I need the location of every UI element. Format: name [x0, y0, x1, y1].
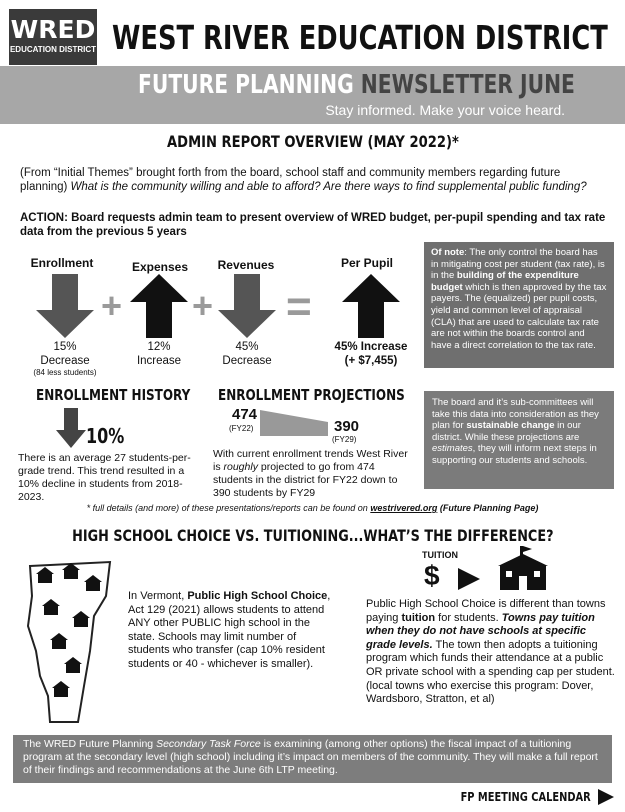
district-logo [9, 9, 97, 65]
plus-sign-2: + [192, 285, 214, 326]
intro-plain: (From “Initial Themes” brought forth from the board, school staff and community members regarding future planning) [20, 167, 561, 193]
projection-end-value: 390 [334, 418, 360, 435]
metric-desc: Decrease [40, 355, 90, 367]
footnote [0, 503, 625, 513]
footnote-text: * full details (and more) of these presentations/reports can be found on [86, 503, 371, 513]
page-title: WEST RIVER EDUCATION DISTRICT [112, 18, 608, 57]
task-part1: The WRED Future Planning [23, 738, 157, 750]
vermont-map-icon [14, 556, 126, 726]
down-arrow-icon [56, 408, 86, 448]
metric-sub: (84 less students) [33, 368, 97, 377]
metric-label-revenues: Revenues [217, 258, 275, 272]
dollar-icon: $ [424, 560, 440, 591]
subtitle-part-1: FUTURE PLANNING [138, 70, 354, 100]
note-box [424, 242, 614, 368]
down-arrow-icon [218, 274, 276, 338]
choice-bold: Public High School Choice [187, 590, 328, 602]
tagline: Stay informed. Make your voice heard. [325, 102, 565, 118]
consider-part3: , they will inform next steps in supporting our students and schools. [432, 443, 597, 466]
equals-sign: = [286, 282, 312, 331]
projection-text-part2: projected to go from 474 students in the district for FY22 down to 390 students by FY29 [213, 461, 398, 499]
enrollment-projections-text [213, 448, 413, 500]
projection-start-label: (FY22) [229, 424, 254, 433]
metric-value: 45% [235, 341, 259, 353]
consider-italic: estimates [432, 443, 473, 455]
note-lead: Of note [431, 247, 465, 258]
plus-sign-1: + [101, 285, 123, 326]
metric-value: 12% [147, 341, 171, 353]
high-school-heading-wrap [0, 526, 625, 546]
up-arrow-icon [342, 274, 400, 338]
metric-per-pupil [316, 340, 426, 368]
projection-end-label: (FY29) [332, 435, 357, 444]
task-italic: Secondary Task Force [156, 738, 261, 750]
enrollment-projections-heading: ENROLLMENT PROJECTIONS [218, 386, 405, 404]
metric-desc: Decrease [222, 355, 272, 367]
admin-action: ACTION: Board requests admin team to present overview of WRED budget, per-pupil spending and tax rate data from the previous 5 years [20, 212, 606, 238]
metric-label-per-pupil: Per Pupil [340, 256, 393, 270]
metric-value: 15% [53, 341, 77, 353]
subtitle-part-2: NEWSLETTER JUNE [360, 70, 575, 100]
consider-part2: in our district. While these projections are [432, 420, 581, 443]
tuition-text [366, 598, 616, 707]
metric-value: 45% Increase [334, 341, 408, 353]
metric-label-expenses: Expenses [131, 260, 189, 274]
newsletter-subtitle [138, 70, 575, 100]
metric-enrollment [15, 340, 115, 378]
enrollment-history-heading: ENROLLMENT HISTORY [36, 386, 191, 404]
projection-text-italic: roughly [223, 461, 258, 473]
choice-part1: In Vermont, [128, 590, 188, 602]
down-arrow-icon [36, 274, 94, 338]
up-arrow-icon [130, 274, 188, 338]
logo-wordmark: WRED [10, 15, 96, 44]
enrollment-history-text: There is an average 27 students-per-grade trend. This trend resulted in a 10% decline in students from 2018-2023. [18, 452, 191, 503]
tuition-label: TUITION [422, 550, 458, 560]
projection-trend-shape [260, 410, 328, 436]
metric-label-enrollment: Enrollment [30, 256, 94, 270]
metric-expenses [109, 340, 209, 368]
meeting-calendar-label[interactable]: FP MEETING CALENDAR [460, 790, 591, 804]
intro-italic: What is the community willing and able to afford? Are there ways to find supplemental public funding? [70, 181, 587, 193]
tuition-part3: The town then adopts a tuitioning program which funds their attendance at a public OR private school with a spending cap per student. (local towns who exercise this program: Dover, Wardsboro, Stratton, et al) [366, 638, 615, 706]
metric-revenues [197, 340, 297, 368]
admin-intro [20, 166, 610, 194]
consider-part1: The board and it’s sub-committees will take this data into consideration as they plan for [432, 397, 599, 432]
tuition-bolditalic: Towns pay tuition when they do not have schools at specific grade levels. [366, 611, 595, 651]
footnote-tail: (Future Planning Page) [437, 503, 539, 513]
schoolhouse-icon [494, 544, 552, 592]
projection-start-value: 474 [232, 406, 258, 423]
choice-part2: , Act 129 (2021) allows students to attend ANY other PUBLIC high school in the state. Schools may limit number of students who transfer (cap 10% resident students or 40 - whichever is smaller). [128, 590, 331, 670]
projection-text-part1: With current enrollment trends West River is [213, 448, 408, 473]
tuition-part2: for students. [435, 611, 502, 624]
metric-desc: Increase [136, 355, 182, 367]
note-part2: which is then approved by the tax payers. The (equalized) per pupil costs, yield and common level of appraisal (CLA) that are used to calculate tax rate are not within the boards control and have a direct correlation to the tax rate. [431, 281, 607, 351]
task-force-box [13, 735, 612, 783]
metric-desc: (+ $7,455) [344, 355, 398, 367]
enrollment-history-value: 10% [86, 424, 125, 448]
tuition-part1: Public High School Choice is different than towns paying [366, 598, 606, 624]
note-part1: : The only control the board has in mitigating cost per student (tax rate), is in the [431, 247, 605, 282]
note-bold: building of the expenditure budget [431, 270, 579, 293]
play-arrow-icon [458, 568, 480, 590]
admin-report-heading-wrap [0, 132, 625, 152]
task-part2: is examining (among other options) the fiscal impact of a tuitioning program at the secondary level (high school) including it’s impact on members of the community. They will make a full report of their findings and recommendations at the June 6th LTP meeting. [23, 738, 598, 776]
tuition-bold1: tuition [401, 611, 436, 624]
logo-subtext: EDUCATION DISTRICT [9, 45, 97, 54]
high-school-heading: HIGH SCHOOL CHOICE VS. TUITIONING...WHAT’S THE DIFFERENCE? [71, 526, 554, 545]
public-choice-text [128, 590, 338, 672]
westrivered-link[interactable]: westrivered.org [370, 503, 438, 513]
consider-bold: sustainable change [466, 420, 555, 432]
consideration-box [424, 391, 614, 489]
next-arrow-icon[interactable] [598, 789, 614, 805]
admin-report-heading: ADMIN REPORT OVERVIEW (MAY 2022)* [166, 132, 459, 151]
